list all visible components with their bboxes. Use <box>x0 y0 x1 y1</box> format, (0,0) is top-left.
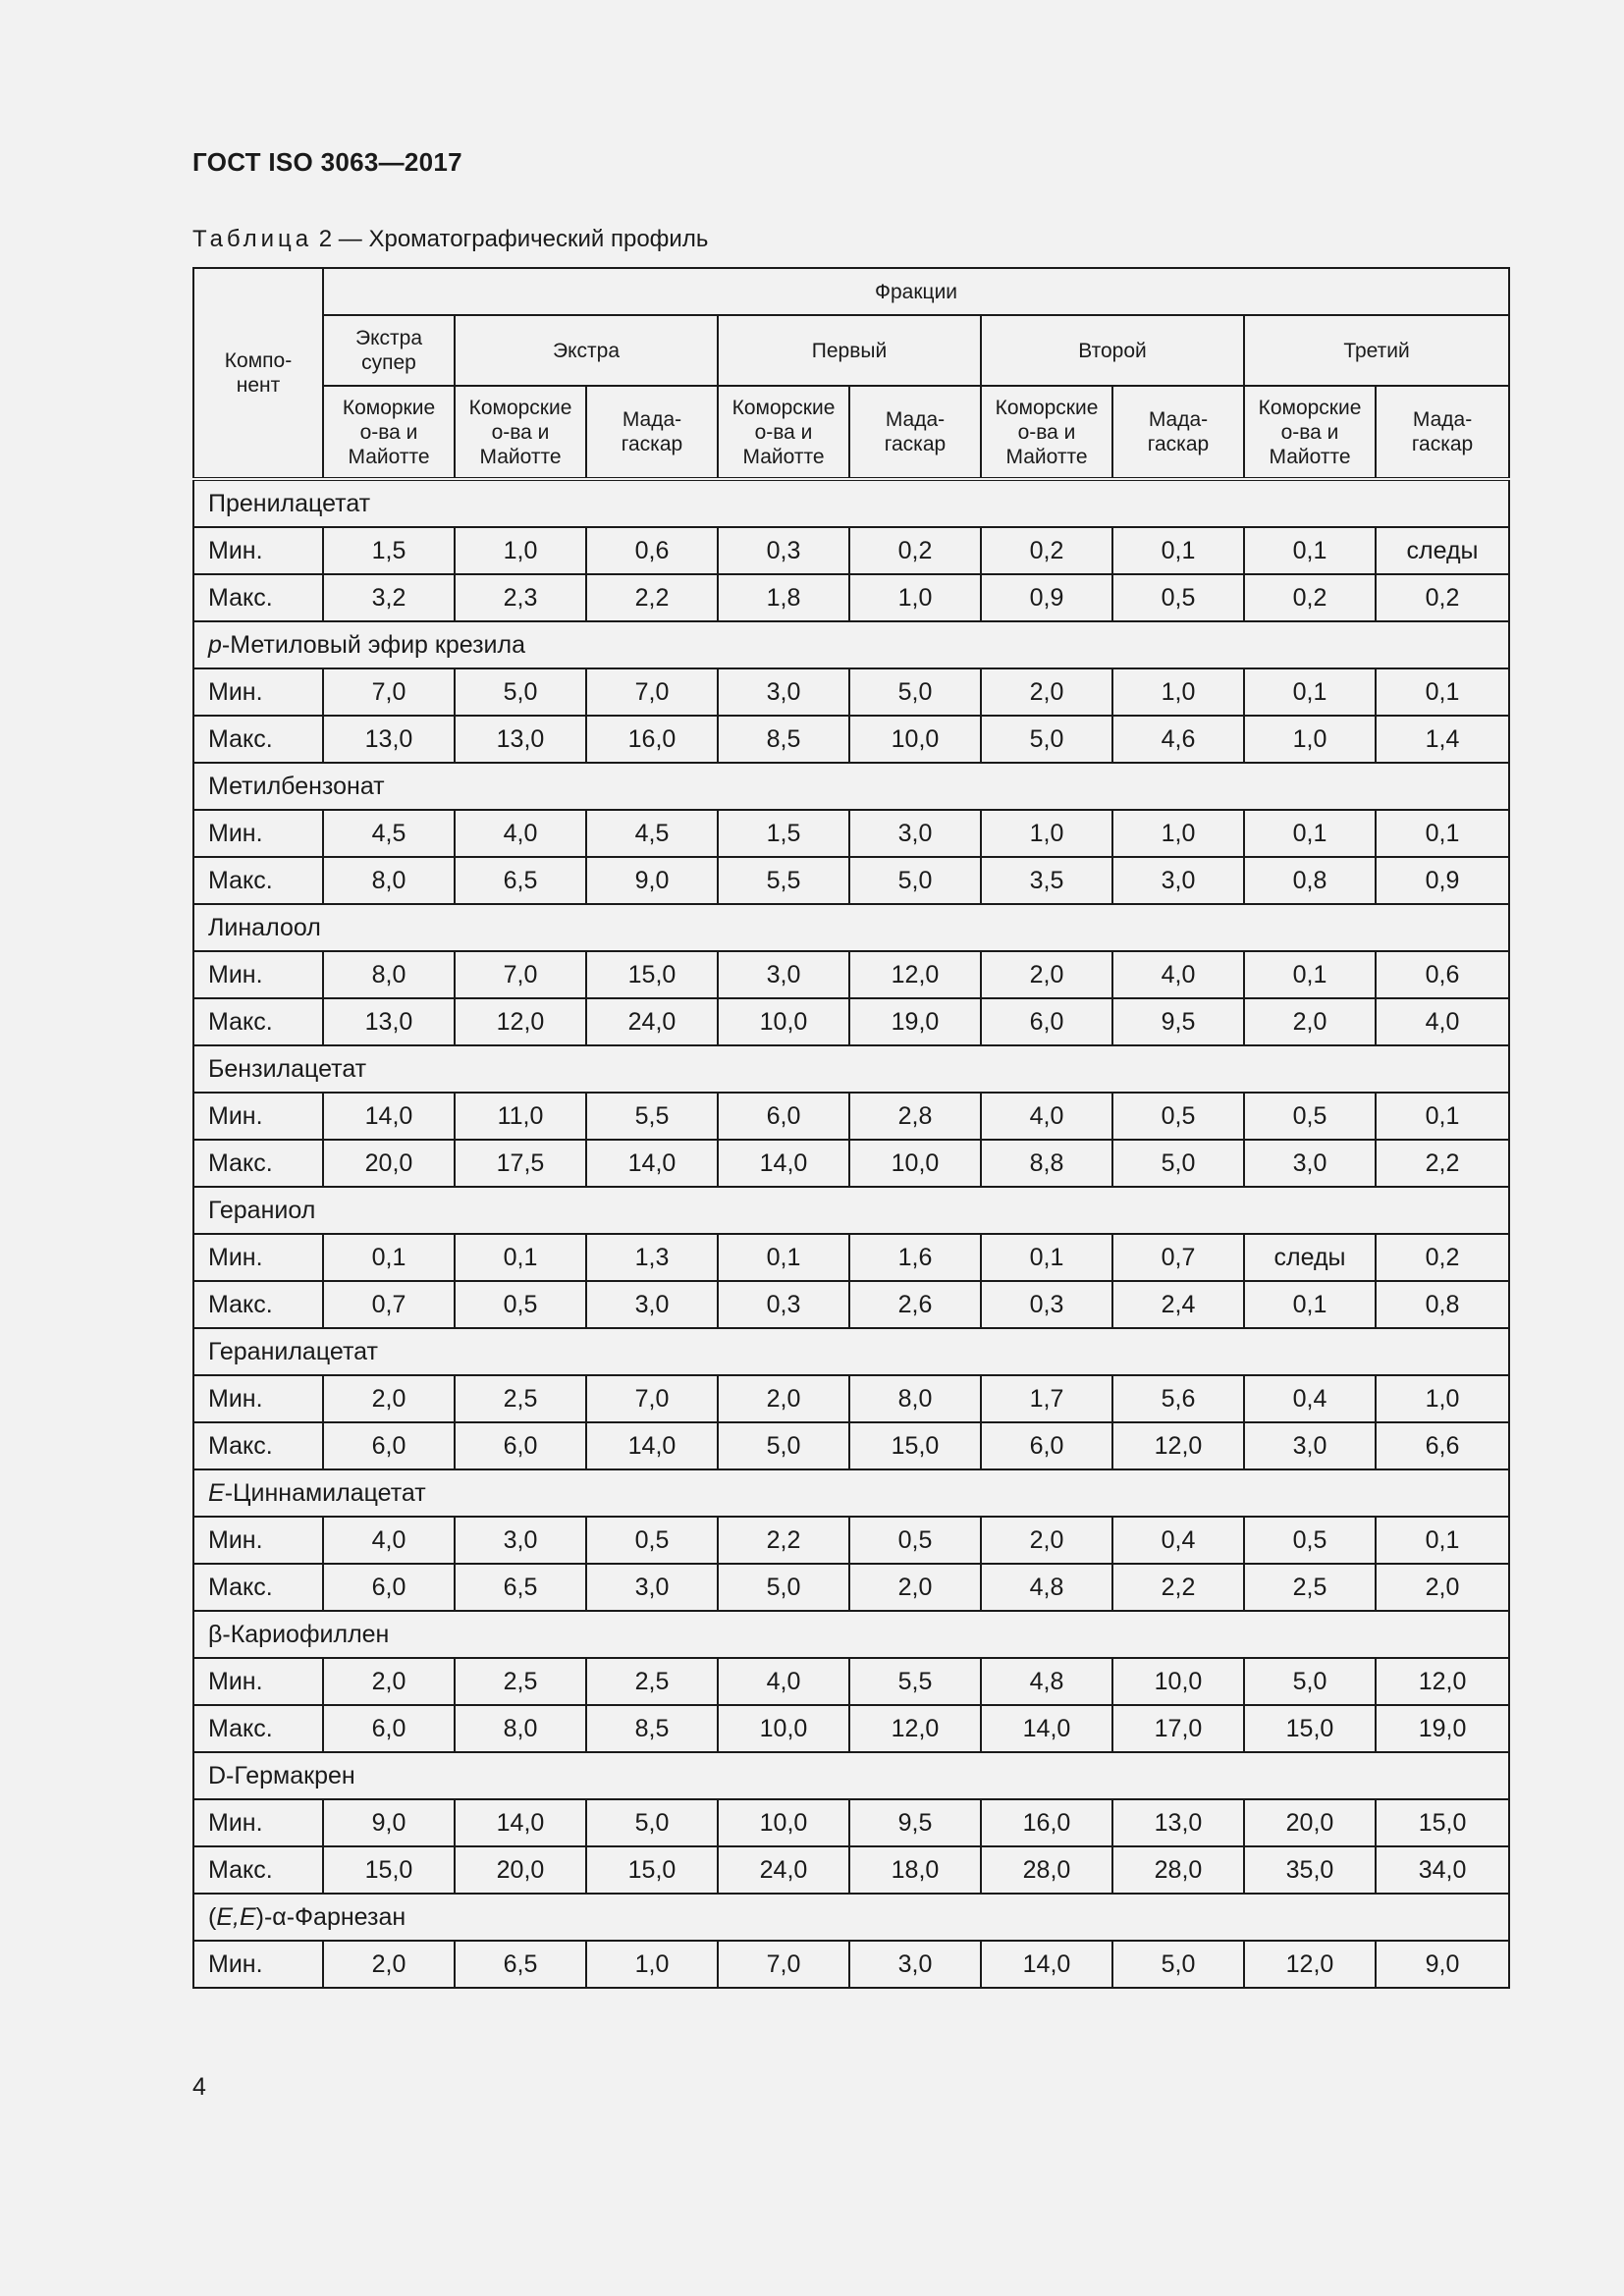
value-cell: 3,0 <box>1244 1422 1376 1469</box>
value-cell: 7,0 <box>323 668 455 716</box>
value-cell: 19,0 <box>849 998 981 1045</box>
min-row <box>193 1517 1509 1564</box>
value-cell: 14,0 <box>586 1422 718 1469</box>
value-cell: 10,0 <box>1112 1658 1244 1705</box>
value-cell: 4,0 <box>981 1093 1112 1140</box>
value-cell: 8,0 <box>323 857 455 904</box>
component-name-row <box>193 1187 1509 1234</box>
value-cell: 3,0 <box>1112 857 1244 904</box>
value-cell: 0,1 <box>1244 527 1376 574</box>
value-cell: 0,1 <box>1112 527 1244 574</box>
value-cell: 5,0 <box>849 668 981 716</box>
row-label: Мин. <box>193 1093 323 1140</box>
value-cell: 2,5 <box>455 1658 586 1705</box>
value-cell: 8,5 <box>718 716 849 763</box>
value-cell: 2,5 <box>1244 1564 1376 1611</box>
max-row <box>193 1281 1509 1328</box>
component-name-row <box>193 1045 1509 1093</box>
chromatographic-profile-table <box>192 267 1510 1989</box>
value-cell: 0,2 <box>1376 574 1509 621</box>
max-row <box>193 1846 1509 1894</box>
value-cell: 5,5 <box>718 857 849 904</box>
max-row <box>193 998 1509 1045</box>
min-row <box>193 1093 1509 1140</box>
min-row <box>193 1941 1509 1988</box>
value-cell: 14,0 <box>981 1941 1112 1988</box>
value-cell: 5,0 <box>586 1799 718 1846</box>
value-cell: 0,2 <box>1376 1234 1509 1281</box>
value-cell: 7,0 <box>718 1941 849 1988</box>
value-cell: 4,8 <box>981 1658 1112 1705</box>
row-label: Мин. <box>193 1799 323 1846</box>
component-name: Линалоол <box>193 904 1509 951</box>
group-header-first: Первый <box>718 315 981 386</box>
value-cell: 24,0 <box>586 998 718 1045</box>
value-cell: 0,1 <box>718 1234 849 1281</box>
value-cell: 17,5 <box>455 1140 586 1187</box>
value-cell: 5,0 <box>1112 1941 1244 1988</box>
value-cell: 8,0 <box>323 951 455 998</box>
max-row <box>193 1422 1509 1469</box>
row-label: Макс. <box>193 1564 323 1611</box>
fractions-header: Фракции <box>323 268 1509 315</box>
value-cell: 4,5 <box>323 810 455 857</box>
table-container <box>192 267 1508 1989</box>
value-cell: 13,0 <box>323 998 455 1045</box>
component-name: Бензилацетат <box>193 1045 1509 1093</box>
value-cell: 2,5 <box>586 1658 718 1705</box>
value-cell: 16,0 <box>586 716 718 763</box>
component-name: β-Кариофиллен <box>193 1611 1509 1658</box>
value-cell: 2,0 <box>1376 1564 1509 1611</box>
min-row <box>193 668 1509 716</box>
value-cell: 1,4 <box>1376 716 1509 763</box>
row-label: Мин. <box>193 810 323 857</box>
component-name: Геранилацетат <box>193 1328 1509 1375</box>
value-cell: 15,0 <box>849 1422 981 1469</box>
value-cell: 10,0 <box>849 716 981 763</box>
value-cell: 0,1 <box>1244 668 1376 716</box>
value-cell: 20,0 <box>323 1140 455 1187</box>
value-cell: 4,0 <box>1112 951 1244 998</box>
value-cell: 15,0 <box>1244 1705 1376 1752</box>
origin-subheader: Коморские о-ва и Майотте <box>981 386 1112 479</box>
component-name-row <box>193 904 1509 951</box>
value-cell: 2,4 <box>1112 1281 1244 1328</box>
value-cell: 28,0 <box>981 1846 1112 1894</box>
component-name: Гераниол <box>193 1187 1509 1234</box>
value-cell: 0,1 <box>455 1234 586 1281</box>
value-cell: следы <box>1376 527 1509 574</box>
value-cell: 6,0 <box>323 1705 455 1752</box>
row-label: Макс. <box>193 1140 323 1187</box>
value-cell: 8,8 <box>981 1140 1112 1187</box>
max-row <box>193 1564 1509 1611</box>
value-cell: 1,0 <box>849 574 981 621</box>
value-cell: 0,5 <box>1112 574 1244 621</box>
row-label: Макс. <box>193 1281 323 1328</box>
value-cell: 2,0 <box>981 668 1112 716</box>
value-cell: 2,0 <box>981 951 1112 998</box>
value-cell: 0,2 <box>849 527 981 574</box>
value-cell: 2,0 <box>323 1941 455 1988</box>
row-label: Мин. <box>193 1517 323 1564</box>
value-cell: 6,0 <box>981 998 1112 1045</box>
page-number: 4 <box>192 2073 206 2101</box>
group-header-second: Второй <box>981 315 1244 386</box>
value-cell: 5,0 <box>849 857 981 904</box>
component-name-row <box>193 1328 1509 1375</box>
row-label: Макс. <box>193 1705 323 1752</box>
value-cell: 1,0 <box>455 527 586 574</box>
value-cell: 4,0 <box>455 810 586 857</box>
component-name: D-Гермакрен <box>193 1752 1509 1799</box>
value-cell: 13,0 <box>323 716 455 763</box>
value-cell: 20,0 <box>455 1846 586 1894</box>
min-row <box>193 1375 1509 1422</box>
value-cell: 2,8 <box>849 1093 981 1140</box>
value-cell: 6,5 <box>455 857 586 904</box>
value-cell: 2,5 <box>455 1375 586 1422</box>
value-cell: 2,2 <box>1376 1140 1509 1187</box>
value-cell: 18,0 <box>849 1846 981 1894</box>
value-cell: 0,1 <box>1244 951 1376 998</box>
value-cell: 0,8 <box>1244 857 1376 904</box>
value-cell: 1,0 <box>1376 1375 1509 1422</box>
value-cell: 12,0 <box>1244 1941 1376 1988</box>
value-cell: 1,5 <box>718 810 849 857</box>
table-body <box>193 479 1509 1988</box>
value-cell: 3,0 <box>1244 1140 1376 1187</box>
component-name-row <box>193 763 1509 810</box>
value-cell: 34,0 <box>1376 1846 1509 1894</box>
value-cell: 0,9 <box>981 574 1112 621</box>
origin-subheader: Мада- гаскар <box>849 386 981 479</box>
min-row <box>193 527 1509 574</box>
value-cell: 0,2 <box>1244 574 1376 621</box>
value-cell: 5,0 <box>1112 1140 1244 1187</box>
component-name-row <box>193 1611 1509 1658</box>
value-cell: 0,1 <box>1244 810 1376 857</box>
value-cell: 14,0 <box>718 1140 849 1187</box>
value-cell: 5,0 <box>718 1422 849 1469</box>
value-cell: 6,0 <box>981 1422 1112 1469</box>
value-cell: 3,0 <box>849 1941 981 1988</box>
header-row-groups <box>193 315 1509 386</box>
value-cell: 6,0 <box>718 1093 849 1140</box>
max-row <box>193 1140 1509 1187</box>
value-cell: 24,0 <box>718 1846 849 1894</box>
value-cell: 0,5 <box>586 1517 718 1564</box>
value-cell: 2,2 <box>1112 1564 1244 1611</box>
value-cell: 0,5 <box>455 1281 586 1328</box>
value-cell: 0,1 <box>1376 810 1509 857</box>
value-cell: 14,0 <box>455 1799 586 1846</box>
value-cell: 12,0 <box>1112 1422 1244 1469</box>
component-name: (E,E)-α-Фарнезан <box>193 1894 1509 1941</box>
value-cell: 0,4 <box>1112 1517 1244 1564</box>
origin-subheader: Коморские о-ва и Майотте <box>1244 386 1376 479</box>
max-row <box>193 1705 1509 1752</box>
value-cell: 0,3 <box>718 1281 849 1328</box>
value-cell: 12,0 <box>1376 1658 1509 1705</box>
component-name: Пренилацетат <box>193 479 1509 527</box>
value-cell: 0,1 <box>1376 1093 1509 1140</box>
value-cell: 0,5 <box>1244 1093 1376 1140</box>
value-cell: 13,0 <box>455 716 586 763</box>
value-cell: 15,0 <box>1376 1799 1509 1846</box>
value-cell: 11,0 <box>455 1093 586 1140</box>
value-cell: 1,0 <box>1244 716 1376 763</box>
value-cell: 1,0 <box>981 810 1112 857</box>
group-header-extra: Экстра <box>455 315 718 386</box>
value-cell: 0,5 <box>849 1517 981 1564</box>
value-cell: 0,7 <box>1112 1234 1244 1281</box>
value-cell: 15,0 <box>586 1846 718 1894</box>
row-label: Макс. <box>193 857 323 904</box>
value-cell: 1,0 <box>1112 668 1244 716</box>
group-header-extra-super: Экстра супер <box>323 315 455 386</box>
value-cell: 5,6 <box>1112 1375 1244 1422</box>
value-cell: 0,8 <box>1376 1281 1509 1328</box>
component-name-row <box>193 1894 1509 1941</box>
max-row <box>193 716 1509 763</box>
component-name: Метилбензонат <box>193 763 1509 810</box>
value-cell: 1,5 <box>323 527 455 574</box>
value-cell: 4,6 <box>1112 716 1244 763</box>
value-cell: 5,5 <box>849 1658 981 1705</box>
row-label: Мин. <box>193 1658 323 1705</box>
value-cell: 14,0 <box>586 1140 718 1187</box>
component-header: Компо- нент <box>193 268 323 479</box>
caption-prefix: Таблица <box>192 226 313 252</box>
value-cell: 7,0 <box>586 1375 718 1422</box>
value-cell: 0,1 <box>1376 1517 1509 1564</box>
value-cell: 20,0 <box>1244 1799 1376 1846</box>
value-cell: 8,0 <box>455 1705 586 1752</box>
row-label: Макс. <box>193 1846 323 1894</box>
value-cell: 5,0 <box>1244 1658 1376 1705</box>
value-cell: 10,0 <box>849 1140 981 1187</box>
row-label: Мин. <box>193 1375 323 1422</box>
value-cell: 6,0 <box>455 1422 586 1469</box>
value-cell: следы <box>1244 1234 1376 1281</box>
value-cell: 3,0 <box>718 951 849 998</box>
row-label: Макс. <box>193 998 323 1045</box>
value-cell: 17,0 <box>1112 1705 1244 1752</box>
value-cell: 2,0 <box>981 1517 1112 1564</box>
value-cell: 3,2 <box>323 574 455 621</box>
value-cell: 0,5 <box>1112 1093 1244 1140</box>
component-name: E-Циннамилацетат <box>193 1469 1509 1517</box>
value-cell: 2,0 <box>718 1375 849 1422</box>
value-cell: 1,6 <box>849 1234 981 1281</box>
component-name-row <box>193 1469 1509 1517</box>
value-cell: 7,0 <box>586 668 718 716</box>
value-cell: 19,0 <box>1376 1705 1509 1752</box>
value-cell: 9,0 <box>323 1799 455 1846</box>
origin-subheader: Мада- гаскар <box>1376 386 1509 479</box>
value-cell: 3,0 <box>718 668 849 716</box>
value-cell: 12,0 <box>849 1705 981 1752</box>
value-cell: 3,0 <box>849 810 981 857</box>
table-caption <box>192 226 708 253</box>
row-label: Мин. <box>193 527 323 574</box>
header-row-origins <box>193 386 1509 479</box>
value-cell: 10,0 <box>718 998 849 1045</box>
max-row <box>193 574 1509 621</box>
value-cell: 2,3 <box>455 574 586 621</box>
document-header: ГОСТ ISO 3063—2017 <box>192 147 462 177</box>
value-cell: 4,0 <box>1376 998 1509 1045</box>
value-cell: 6,5 <box>455 1941 586 1988</box>
value-cell: 28,0 <box>1112 1846 1244 1894</box>
value-cell: 14,0 <box>323 1093 455 1140</box>
value-cell: 2,2 <box>718 1517 849 1564</box>
value-cell: 15,0 <box>323 1846 455 1894</box>
value-cell: 15,0 <box>586 951 718 998</box>
value-cell: 9,5 <box>1112 998 1244 1045</box>
value-cell: 3,0 <box>586 1281 718 1328</box>
row-label: Макс. <box>193 716 323 763</box>
origin-subheader: Коморкие о-ва и Майотте <box>323 386 455 479</box>
value-cell: 2,0 <box>323 1375 455 1422</box>
value-cell: 2,0 <box>1244 998 1376 1045</box>
value-cell: 9,5 <box>849 1799 981 1846</box>
value-cell: 0,6 <box>586 527 718 574</box>
value-cell: 0,9 <box>1376 857 1509 904</box>
row-label: Макс. <box>193 1422 323 1469</box>
value-cell: 6,0 <box>323 1564 455 1611</box>
value-cell: 3,0 <box>455 1517 586 1564</box>
value-cell: 9,0 <box>586 857 718 904</box>
origin-subheader: Коморские о-ва и Майотте <box>455 386 586 479</box>
value-cell: 4,0 <box>718 1658 849 1705</box>
min-row <box>193 1658 1509 1705</box>
value-cell: 0,1 <box>1244 1281 1376 1328</box>
value-cell: 0,4 <box>1244 1375 1376 1422</box>
value-cell: 5,0 <box>718 1564 849 1611</box>
row-label: Мин. <box>193 951 323 998</box>
min-row <box>193 810 1509 857</box>
value-cell: 5,0 <box>455 668 586 716</box>
min-row <box>193 1234 1509 1281</box>
value-cell: 6,0 <box>323 1422 455 1469</box>
group-header-third: Третий <box>1244 315 1509 386</box>
value-cell: 4,0 <box>323 1517 455 1564</box>
value-cell: 10,0 <box>718 1705 849 1752</box>
component-name-row <box>193 1752 1509 1799</box>
value-cell: 1,0 <box>1112 810 1244 857</box>
value-cell: 1,0 <box>586 1941 718 1988</box>
component-name-row <box>193 621 1509 668</box>
value-cell: 9,0 <box>1376 1941 1509 1988</box>
value-cell: 5,5 <box>586 1093 718 1140</box>
value-cell: 14,0 <box>981 1705 1112 1752</box>
value-cell: 3,5 <box>981 857 1112 904</box>
value-cell: 0,2 <box>981 527 1112 574</box>
caption-text: 2 — Хроматографический профиль <box>312 226 709 252</box>
value-cell: 3,0 <box>586 1564 718 1611</box>
value-cell: 1,3 <box>586 1234 718 1281</box>
component-name-row <box>193 479 1509 527</box>
value-cell: 8,5 <box>586 1705 718 1752</box>
value-cell: 0,5 <box>1244 1517 1376 1564</box>
value-cell: 0,1 <box>323 1234 455 1281</box>
row-label: Мин. <box>193 1941 323 1988</box>
origin-subheader: Мада- гаскар <box>586 386 718 479</box>
value-cell: 7,0 <box>455 951 586 998</box>
value-cell: 0,3 <box>981 1281 1112 1328</box>
value-cell: 8,0 <box>849 1375 981 1422</box>
header-row-fractions <box>193 268 1509 315</box>
row-label: Макс. <box>193 574 323 621</box>
min-row <box>193 1799 1509 1846</box>
value-cell: 2,0 <box>323 1658 455 1705</box>
value-cell: 10,0 <box>718 1799 849 1846</box>
value-cell: 1,8 <box>718 574 849 621</box>
value-cell: 2,2 <box>586 574 718 621</box>
value-cell: 0,3 <box>718 527 849 574</box>
value-cell: 2,0 <box>849 1564 981 1611</box>
value-cell: 12,0 <box>455 998 586 1045</box>
value-cell: 4,8 <box>981 1564 1112 1611</box>
value-cell: 0,1 <box>1376 668 1509 716</box>
value-cell: 0,7 <box>323 1281 455 1328</box>
value-cell: 6,5 <box>455 1564 586 1611</box>
value-cell: 35,0 <box>1244 1846 1376 1894</box>
value-cell: 1,7 <box>981 1375 1112 1422</box>
value-cell: 2,6 <box>849 1281 981 1328</box>
value-cell: 16,0 <box>981 1799 1112 1846</box>
origin-subheader: Мада- гаскар <box>1112 386 1244 479</box>
max-row <box>193 857 1509 904</box>
value-cell: 0,6 <box>1376 951 1509 998</box>
value-cell: 0,1 <box>981 1234 1112 1281</box>
origin-subheader: Коморские о-ва и Майотте <box>718 386 849 479</box>
row-label: Мин. <box>193 668 323 716</box>
row-label: Мин. <box>193 1234 323 1281</box>
value-cell: 13,0 <box>1112 1799 1244 1846</box>
min-row <box>193 951 1509 998</box>
value-cell: 4,5 <box>586 810 718 857</box>
value-cell: 5,0 <box>981 716 1112 763</box>
value-cell: 12,0 <box>849 951 981 998</box>
value-cell: 6,6 <box>1376 1422 1509 1469</box>
component-name: p-Метиловый эфир крезила <box>193 621 1509 668</box>
